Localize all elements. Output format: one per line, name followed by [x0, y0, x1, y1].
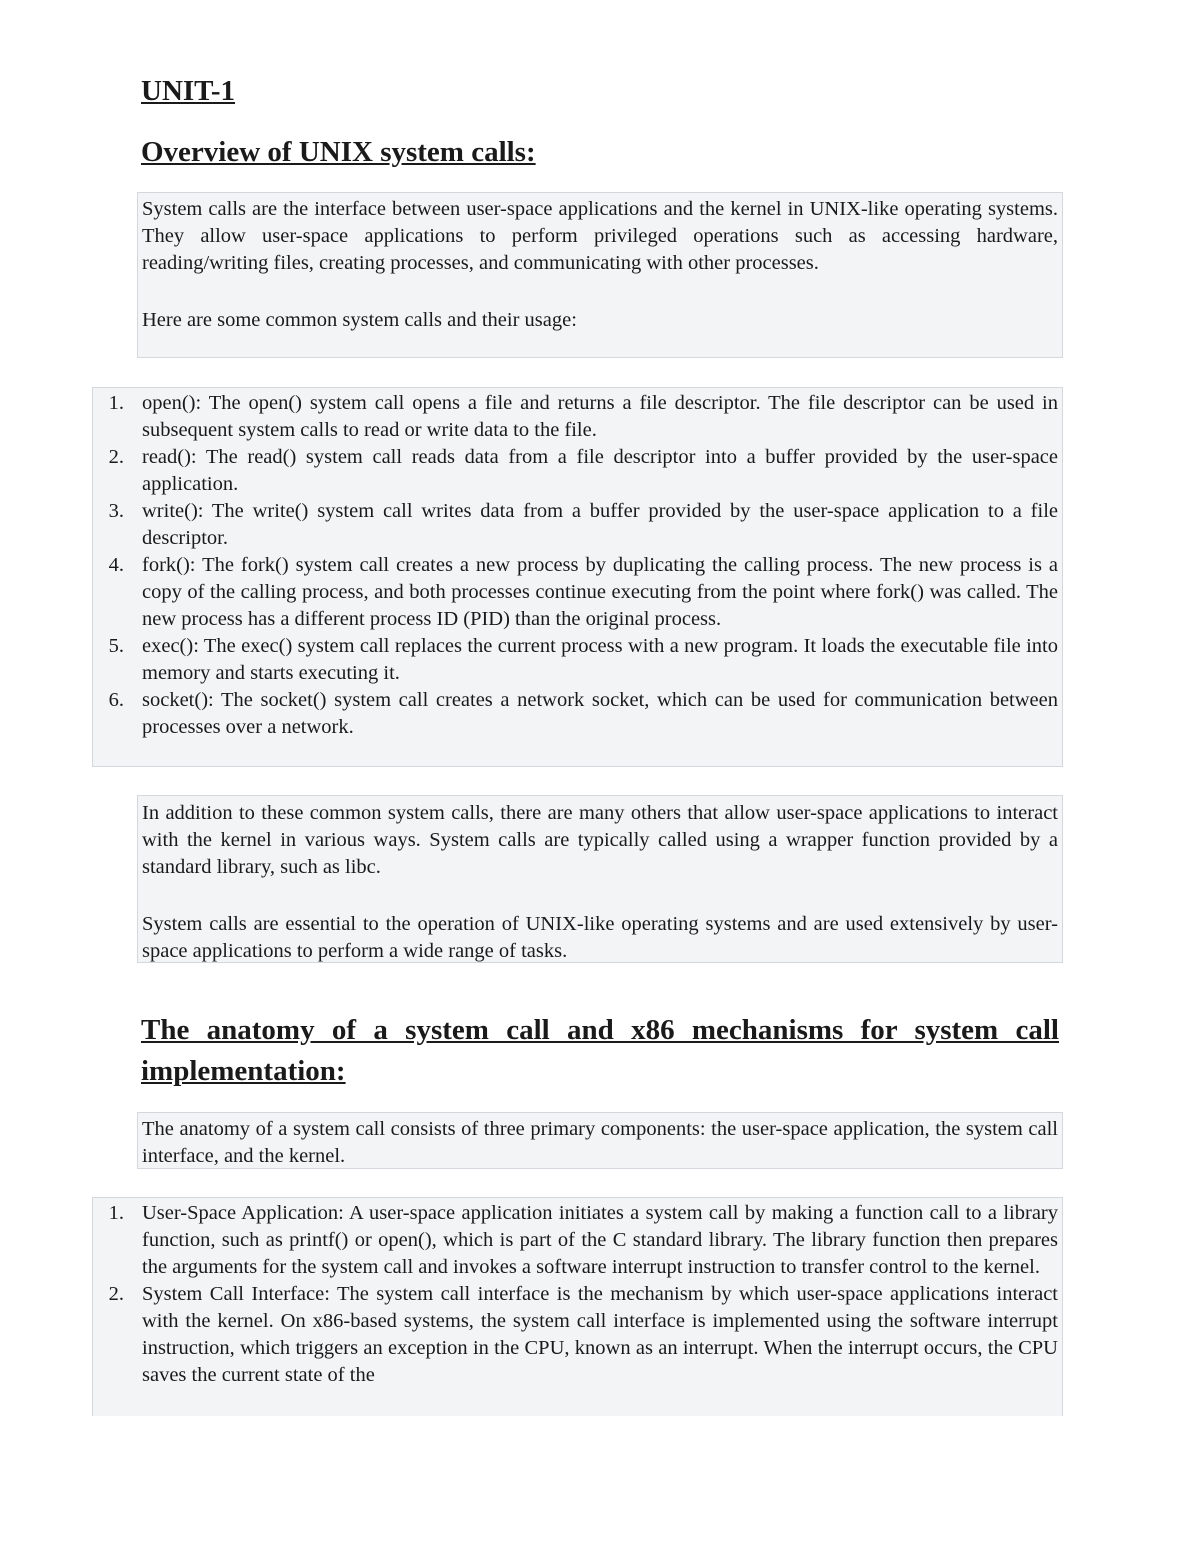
list-item — [93, 552, 1058, 633]
list-item — [93, 687, 1058, 741]
list-item — [93, 1281, 1058, 1389]
list-item-number: 2. — [108, 446, 124, 468]
list-item-text: User-Space Application: A user-space application initiates a system call by making a function call to a library function, such as printf() or open(), which is part of the C standard library. The library function then prepares the arguments for the system call and invokes a software interrupt instruction to transfer control to the kernel. — [142, 1202, 1058, 1278]
list-item-number: 5. — [108, 635, 124, 657]
list-item-number: 4. — [108, 554, 124, 576]
anatomy-components-list-block — [92, 1197, 1063, 1416]
anatomy-components-list — [93, 1200, 1058, 1389]
list-item-number: 2. — [108, 1283, 124, 1305]
list-item — [93, 444, 1058, 498]
overview-closing-paragraph: System calls are essential to the operation of UNIX-like operating systems and are used extensively by user-space applications to perform a wide range of tasks. — [142, 913, 1058, 962]
system-calls-list — [93, 390, 1058, 741]
list-item — [93, 1200, 1058, 1281]
list-item — [93, 498, 1058, 552]
list-item-text: fork(): The fork() system call creates a new process by duplicating the calling process. The new process is a copy of the calling process, and both processes continue executing from the point where fork() was called. The new process has a different process ID (PID) than the original process. — [142, 554, 1058, 630]
anatomy-intro-block — [137, 1112, 1063, 1169]
list-item-text: open(): The open() system call opens a file and returns a file descriptor. The file descriptor can be used in subsequent system calls to read or write data to the file. — [142, 392, 1058, 441]
list-item-number: 1. — [108, 1202, 124, 1224]
list-item — [93, 390, 1058, 444]
list-item-text: exec(): The exec() system call replaces the current process with a new program. It loads the executable file into memory and starts executing it. — [142, 635, 1058, 684]
overview-additional-paragraph: In addition to these common system calls, there are many others that allow user-space applications to interact with the kernel in various ways. System calls are typically called using a wrapper function provided by a standard library, such as libc. — [142, 802, 1058, 878]
unit-title: UNIT-1 — [141, 75, 236, 107]
system-calls-list-block — [92, 387, 1063, 767]
overview-additional-block — [137, 795, 1063, 963]
list-item-text: read(): The read() system call reads data from a file descriptor into a buffer provided by the user-space application. — [142, 446, 1058, 495]
overview-intro-paragraph: System calls are the interface between user-space applications and the kernel in UNIX-like operating systems. They allow user-space applications to perform privileged operations such as accessing hardware, reading/writing files, creating processes, and communicating with other processes. — [142, 198, 1058, 274]
overview-lead-in-paragraph: Here are some common system calls and their usage: — [142, 309, 577, 331]
section-heading-anatomy: The anatomy of a system call and x86 mechanisms for system call implementation: — [141, 1014, 1059, 1087]
list-item-text: write(): The write() system call writes data from a buffer provided by the user-space application to a file descriptor. — [142, 500, 1058, 549]
list-item-number: 6. — [108, 689, 124, 711]
overview-intro-block — [137, 192, 1063, 358]
list-item-number: 3. — [108, 500, 124, 522]
list-item-text: System Call Interface: The system call interface is the mechanism by which user-space applications interact with the kernel. On x86-based systems, the system call interface is implemented using the software interrupt instruction, which triggers an exception in the CPU, known as an interrupt. When the interrupt occurs, the CPU saves the current state of the — [142, 1283, 1058, 1386]
section-heading-overview: Overview of UNIX system calls: — [141, 136, 536, 168]
anatomy-intro-paragraph: The anatomy of a system call consists of three primary components: the user-space application, the system call interface, and the kernel. — [142, 1118, 1058, 1167]
list-item — [93, 633, 1058, 687]
list-item-number: 1. — [108, 392, 124, 414]
list-item-text: socket(): The socket() system call creates a network socket, which can be used for communication between processes over a network. — [142, 689, 1058, 738]
